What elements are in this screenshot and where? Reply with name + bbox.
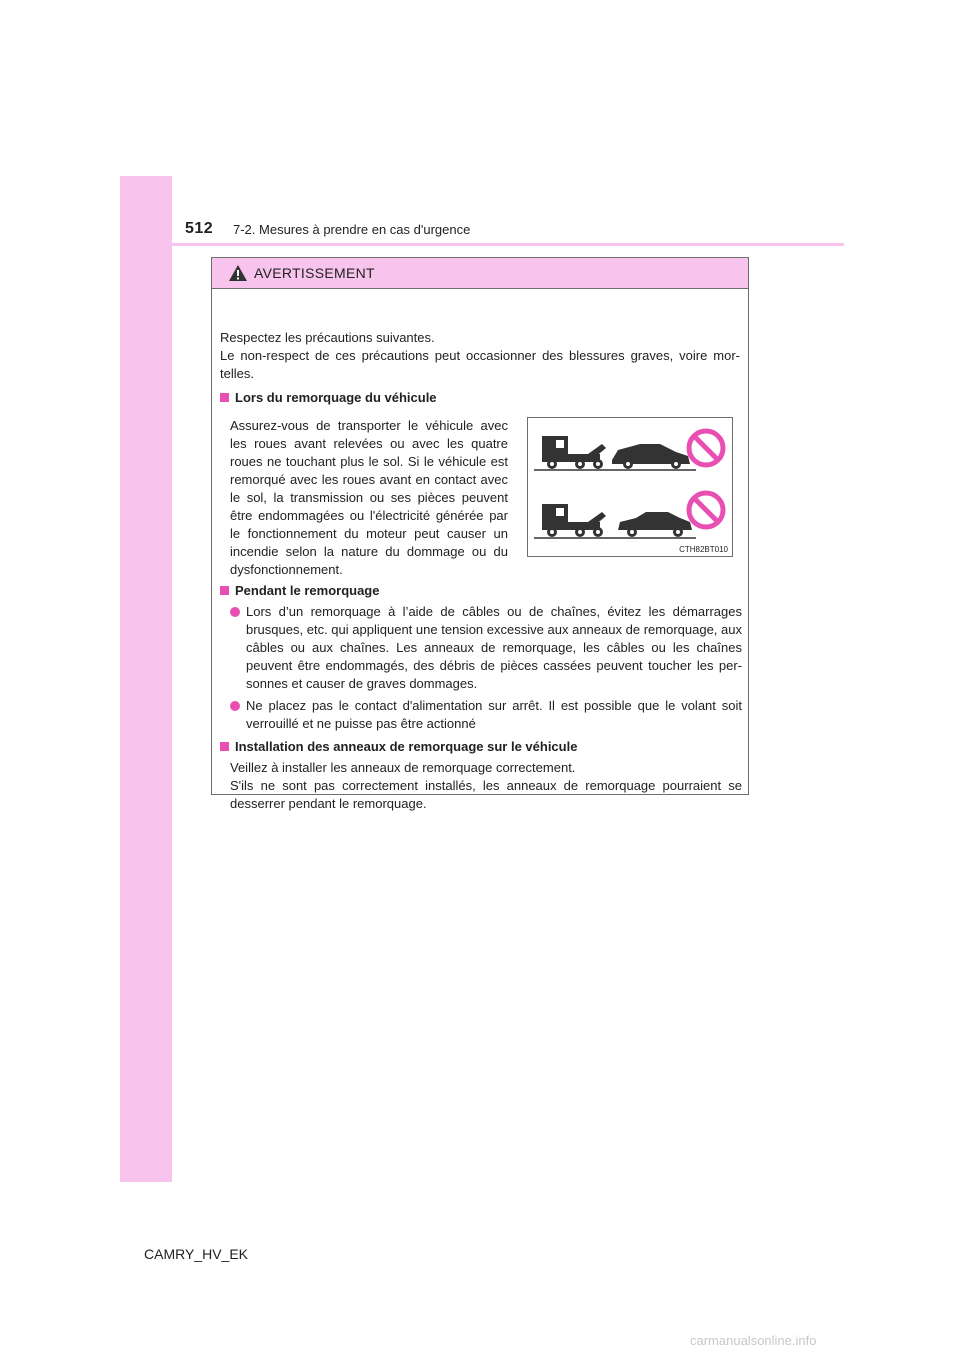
warning-box: [211, 257, 749, 811]
round-bullet-icon: [230, 701, 240, 711]
prohibited-icon: [689, 493, 723, 527]
bullet-text: Lors d’un remorquage à l’aide de câbles ou de chaînes, évitez les démarrages brusques, etc. qui appliquent une tension excessive aux anneaux de remorquage, aux câbles ou aux chaînes. Les anneaux de remorquage, les câbles ou les chaînes peuvent être endommagés, des débris de pièces cassées peuvent toucher les per-sonnes et causer de graves dommages.: [246, 604, 742, 691]
installation-line-2: S'ils ne sont pas correctement installés, les anneaux de remorquage pourraient se desserrer pendant le remorquage.: [230, 778, 742, 811]
intro-line-2: Le non-respect de ces précautions peut occasionner des blessures graves, voire mor-telles.: [220, 348, 740, 381]
square-bullet-icon: [220, 586, 229, 595]
round-bullet-icon: [230, 607, 240, 617]
tow-truck-icon: [542, 504, 606, 537]
page-number: 512: [185, 220, 214, 237]
warning-intro: [220, 329, 740, 383]
warning-header: [212, 258, 748, 289]
towing-figure: [527, 417, 733, 557]
section-heading-text: Installation des anneaux de remorquage sur le véhicule: [235, 739, 578, 754]
installation-text: [230, 759, 742, 813]
tow-truck-icon: [542, 436, 606, 469]
bullet-item: [230, 697, 742, 733]
section-heading-during-towing: [220, 583, 379, 598]
section-heading-installation: [220, 739, 577, 754]
figure-code: CTH82BT010: [679, 545, 728, 554]
bullet-text: Ne placez pas le contact d'alimentation sur arrêt. Il est possible que le volant soit verrouillé et ne puisse pas être actionné: [246, 698, 742, 731]
towing-illustration: [528, 418, 732, 546]
warning-triangle-icon: [228, 264, 248, 282]
section-heading-text: Pendant le remorquage: [235, 583, 380, 598]
watermark: carmanualsonline.info: [690, 1333, 817, 1348]
car-icon: [612, 444, 690, 469]
prohibited-icon: [689, 431, 723, 465]
section-title: 7-2. Mesures à prendre en cas d'urgence: [233, 222, 471, 237]
bullet-item: [230, 603, 742, 693]
section-heading-towing: [220, 390, 437, 405]
side-band: [120, 176, 172, 1182]
square-bullet-icon: [220, 393, 229, 402]
installation-line-1: Veillez à installer les anneaux de remorquage correctement.: [230, 760, 576, 775]
square-bullet-icon: [220, 742, 229, 751]
towing-text: Assurez-vous de transporter le véhicule avec les roues avant relevées ou avec les quatre roues ne touchant plus le sol. Si le véhicule est remorqué avec les roues avant en contact avec le sol, la transmission ou ses pièces peuvent être endommagées ou l'électricité générée par le fonctionnement du moteur peut causer un incendie selon la nature du dommage ou du dysfonctionnement.: [230, 418, 508, 577]
model-code: CAMRY_HV_EK: [144, 1246, 249, 1262]
warning-title: AVERTISSEMENT: [254, 265, 375, 281]
section-heading-text: Lors du remorquage du véhicule: [235, 390, 437, 405]
header-rule: [120, 243, 844, 246]
car-icon: [618, 512, 692, 537]
intro-line-1: Respectez les précautions suivantes.: [220, 330, 435, 345]
